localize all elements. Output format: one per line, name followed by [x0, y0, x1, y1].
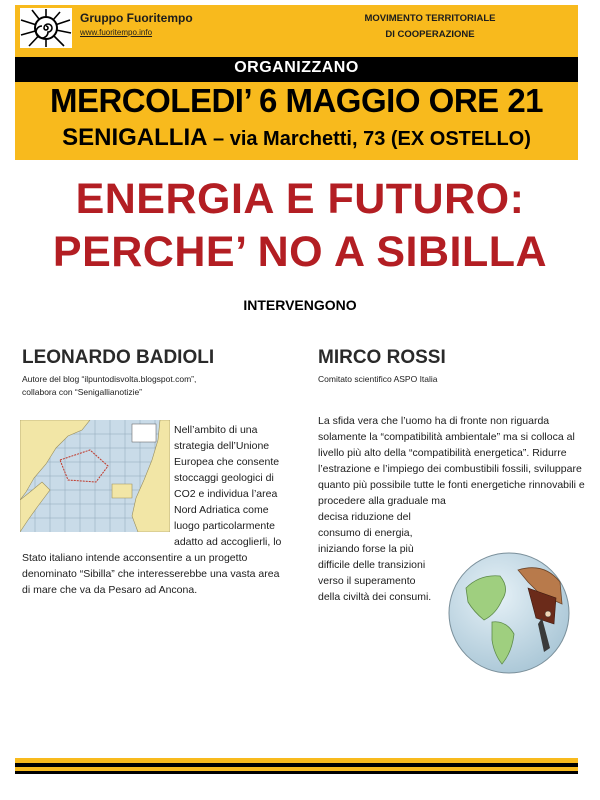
- movement-line-2: DI COOPERAZIONE: [385, 29, 475, 40]
- movement-name: [360, 11, 500, 43]
- speakers-heading: INTERVENGONO: [243, 297, 357, 313]
- map-float-space: [22, 422, 174, 536]
- speaker-2-name: MIRCO ROSSI: [318, 347, 446, 368]
- speaker-2-text-part-2: decisa riduzione del consumo di energia, iniziando forse la più difficile delle transizioni verso il superamento della civiltà dei consumi.: [318, 511, 432, 603]
- earth-globe-image: [444, 548, 574, 678]
- organizzano-label: ORGANIZZANO: [234, 59, 359, 76]
- speaker-1-name: LEONARDO BADIOLI: [22, 347, 215, 368]
- event-address: – via Marchetti, 73 (EX OSTELLO): [207, 128, 531, 150]
- footer-black-bar-2: [15, 771, 578, 774]
- event-title-line-1: ENERGIA E FUTURO:: [75, 175, 525, 223]
- movement-line-1: MOVIMENTO TERRITORIALE: [364, 13, 496, 24]
- org-url-link[interactable]: www.fuoritempo.info: [80, 28, 153, 37]
- event-city: SENIGALLIA: [62, 124, 208, 151]
- event-title-line-2: PERCHE’ NO A SIBILLA: [52, 228, 548, 276]
- sun-spiral-logo-icon: [20, 8, 72, 48]
- event-date: MERCOLEDI’ 6 MAGGIO ORE 21: [49, 82, 544, 119]
- speaker-1-text-block: [22, 422, 284, 598]
- org-name: Gruppo Fuoritempo: [80, 11, 193, 25]
- speaker-2-text-part-1: La sfida vera che l’uomo ha di fronte non riguarda solamente la “compatibilità ambientale” ma si colloca al livello più alto della “compatibilità energetica”. Ridurre l’estrazione e l’impiego dei combustibili fossili, sviluppare quanto più possibile tutte le fonti energetiche rinnovabili e procedere alla graduale ma: [318, 415, 585, 507]
- speaker-1-role: [22, 373, 292, 399]
- speaker-1-role-line-1: Autore del blog “ilpuntodisvolta.blogspot.com”,: [22, 374, 197, 384]
- speaker-1-text: Nell’ambito di una strategia dell’Unione Europea che consente stoccaggi geologici di CO2 e individua l’area Nord Adriatica come luogo particolarmente adatto ad accoglierli, lo Stato italiano intende acconsentire a un progetto denominato “Sibilla” che interesserebbe una vasta area di mare che va da Pesaro ad Ancona.: [22, 424, 282, 596]
- speaker-2-role: Comitato scientifico ASPO Italia: [318, 374, 438, 384]
- speaker-1-role-line-2: collabora con “Senigallianotizie”: [22, 387, 143, 397]
- event-place: [15, 124, 578, 152]
